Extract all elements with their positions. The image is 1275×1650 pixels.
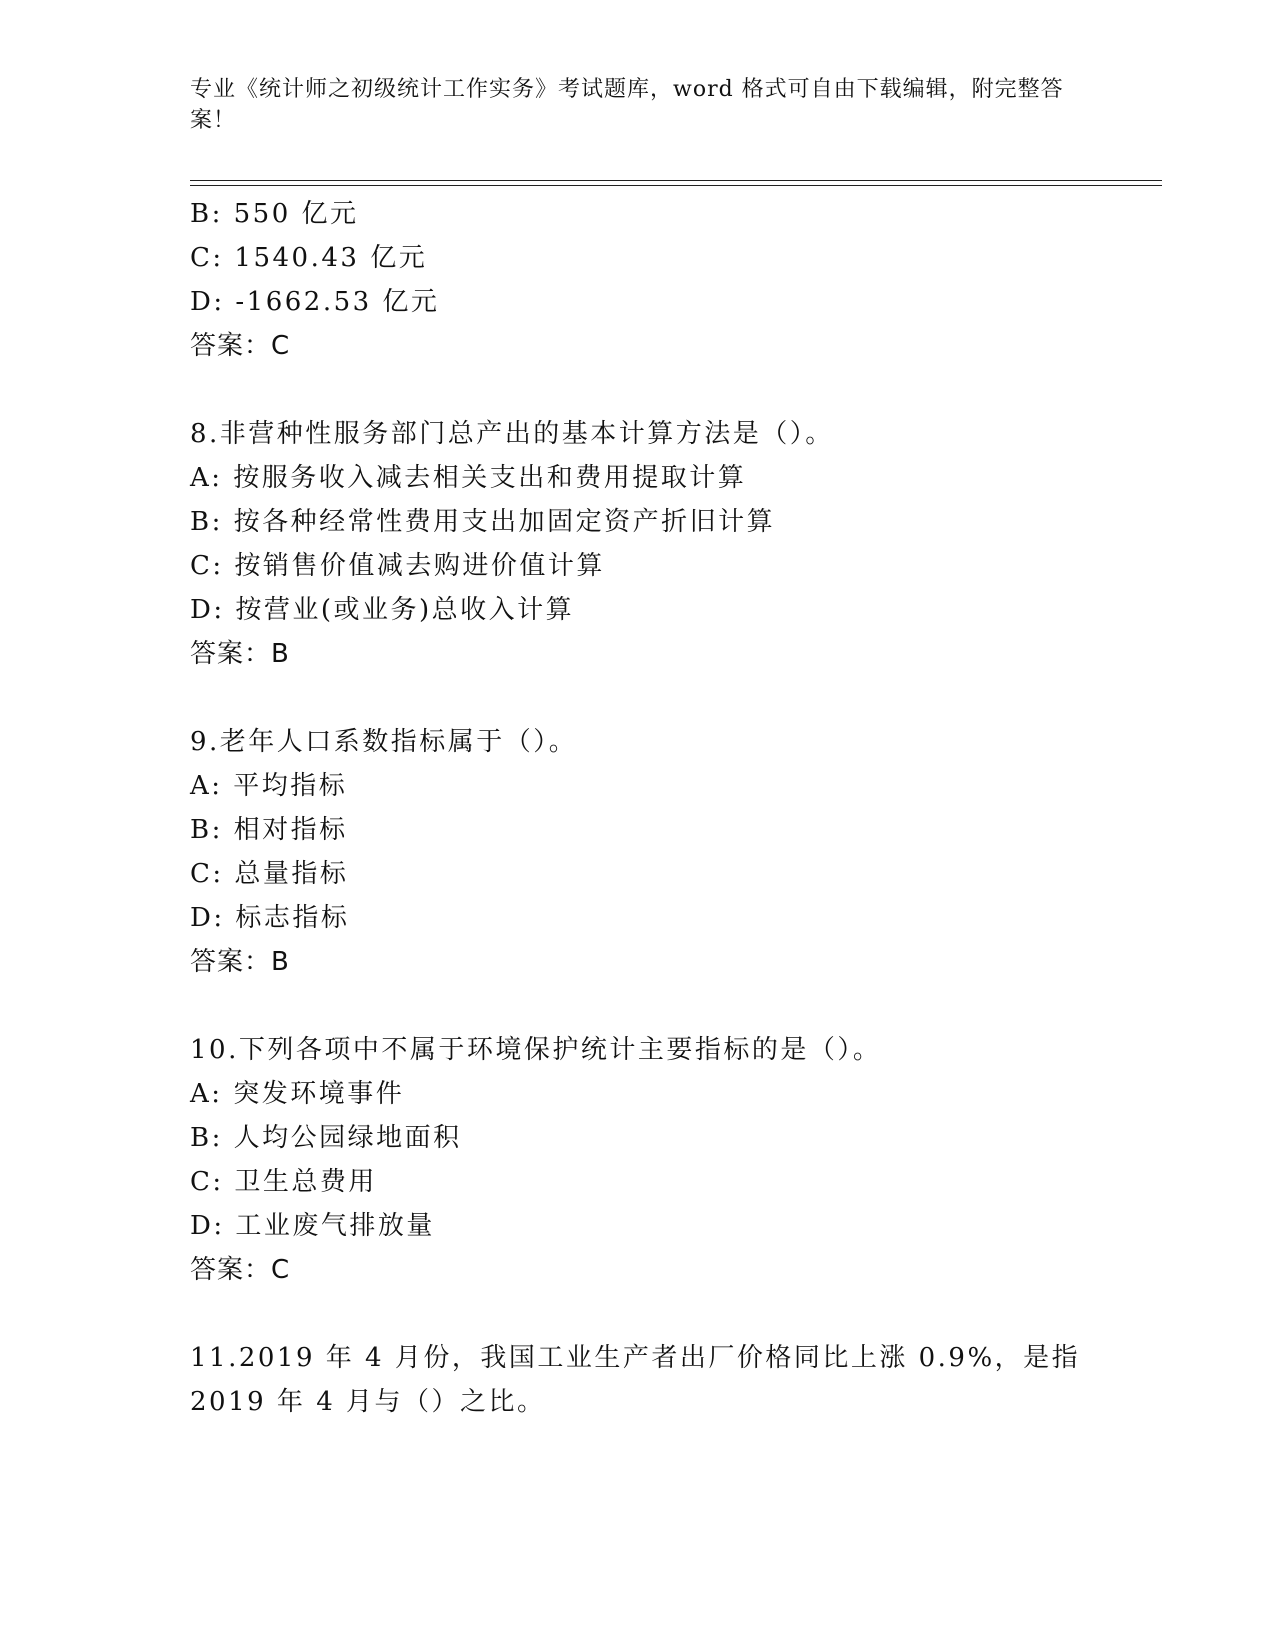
q11-stem-line-2: 2019 年 4 月与（）之比。 [190, 1387, 546, 1417]
q8-option-d: D: 按营业(或业务)总收入计算 [190, 595, 575, 625]
q7-option-d: D: -1662.53 亿元 [190, 287, 440, 317]
q7-option-c: C: 1540.43 亿元 [190, 243, 428, 273]
q10-option-d: D: 工业废气排放量 [190, 1211, 435, 1241]
q9-option-c: C: 总量指标 [190, 859, 349, 889]
q8-option-b: B: 按各种经常性费用支出加固定资产折旧计算 [190, 507, 776, 537]
q10-option-c: C: 卫生总费用 [190, 1167, 377, 1197]
q10-answer: 答案：C [190, 1255, 291, 1285]
q7-option-b: B: 550 亿元 [190, 199, 359, 229]
q10-option-b: B: 人均公园绿地面积 [190, 1123, 462, 1153]
q9-answer: 答案：B [190, 947, 290, 977]
document-header: 专业《统计师之初级统计工作实务》考试题库，word 格式可自由下载编辑，附完整答案！ [190, 77, 1064, 133]
header-divider-bottom [190, 185, 1162, 186]
q8-answer: 答案：B [190, 639, 290, 669]
q10-option-a: A: 突发环境事件 [190, 1079, 405, 1109]
q7-answer: 答案：C [190, 331, 291, 361]
q9-stem: 9.老年人口系数指标属于（）。 [190, 727, 578, 757]
q9-option-a: A: 平均指标 [190, 771, 348, 801]
q8-stem: 8.非营种性服务部门总产出的基本计算方法是（）。 [190, 419, 834, 449]
q9-option-b: B: 相对指标 [190, 815, 348, 845]
q8-option-c: C: 按销售价值减去购进价值计算 [190, 551, 605, 581]
header-divider-top [190, 180, 1162, 181]
q11-stem-line-1: 11.2019 年 4 月份，我国工业生产者出厂价格同比上涨 0.9%，是指 [190, 1343, 1081, 1373]
q8-option-a: A: 按服务收入减去相关支出和费用提取计算 [190, 463, 747, 493]
q9-option-d: D: 标志指标 [190, 903, 350, 933]
q10-stem: 10.下列各项中不属于环境保护统计主要指标的是（）。 [190, 1035, 882, 1065]
